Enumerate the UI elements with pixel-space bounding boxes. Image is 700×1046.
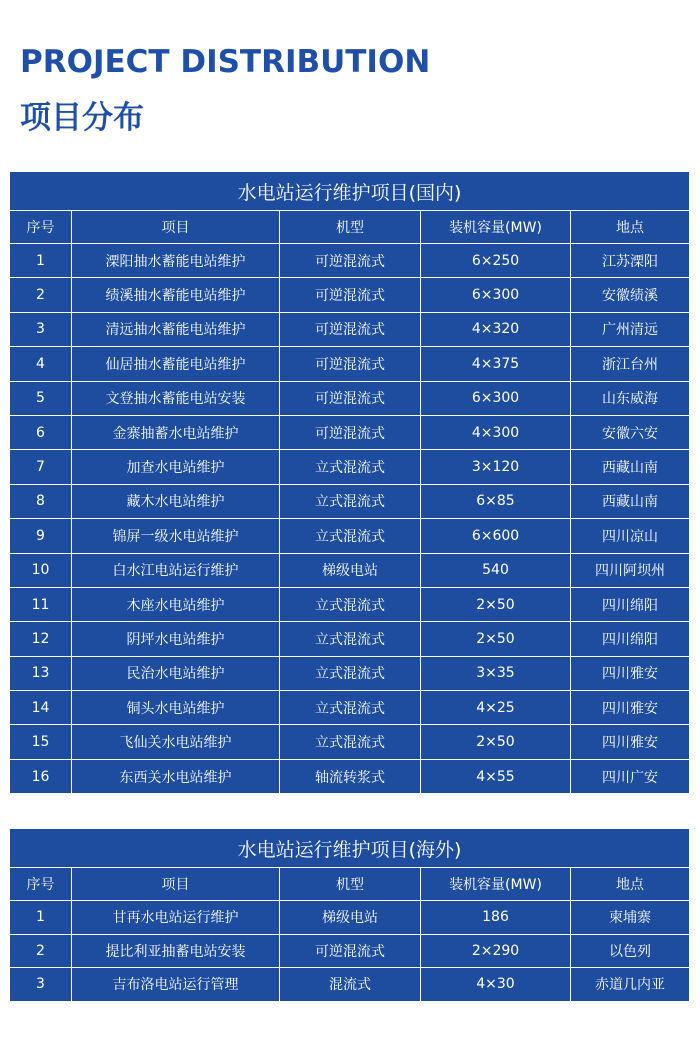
table-row [10, 587, 690, 621]
table-row [10, 759, 690, 793]
cell-project: 木座水电站维护 [72, 587, 280, 621]
cell-index: 7 [10, 450, 72, 484]
page-title-cn: 项目分布 [20, 100, 144, 136]
cell-index: 1 [10, 901, 72, 935]
cell-index: 10 [10, 553, 72, 587]
cell-capacity: 186 [421, 901, 571, 935]
cell-capacity: 4×25 [421, 691, 571, 725]
column-header-location: 地点 [571, 868, 690, 901]
cell-model: 立式混流式 [280, 450, 421, 484]
cell-model: 可逆混流式 [280, 244, 421, 278]
cell-capacity: 6×250 [421, 244, 571, 278]
cell-index: 2 [10, 278, 72, 312]
cell-capacity: 4×30 [421, 968, 571, 1002]
table-row [10, 381, 690, 415]
column-header-model: 机型 [280, 868, 421, 901]
cell-project: 吉布洛电站运行管理 [72, 968, 280, 1002]
cell-model: 立式混流式 [280, 484, 421, 518]
cell-capacity: 4×300 [421, 415, 571, 449]
table-row [10, 519, 690, 553]
cell-capacity: 540 [421, 553, 571, 587]
cell-capacity: 2×50 [421, 587, 571, 621]
cell-location: 以色列 [571, 934, 690, 968]
cell-index: 2 [10, 934, 72, 968]
cell-capacity: 6×600 [421, 519, 571, 553]
cell-location: 四川凉山 [571, 519, 690, 553]
cell-model: 立式混流式 [280, 725, 421, 759]
cell-location: 四川雅安 [571, 691, 690, 725]
cell-index: 16 [10, 759, 72, 793]
cell-location: 安徽绩溪 [571, 278, 690, 312]
cell-model: 可逆混流式 [280, 934, 421, 968]
column-header-capacity: 装机容量(MW) [421, 211, 571, 244]
cell-location: 柬埔寨 [571, 901, 690, 935]
cell-project: 阴坪水电站维护 [72, 622, 280, 656]
column-header-location: 地点 [571, 211, 690, 244]
cell-capacity: 4×55 [421, 759, 571, 793]
cell-project: 加查水电站维护 [72, 450, 280, 484]
cell-project: 清远抽水蓄能电站维护 [72, 312, 280, 346]
cell-location: 四川绵阳 [571, 587, 690, 621]
cell-model: 可逆混流式 [280, 278, 421, 312]
cell-project: 溧阳抽水蓄能电站维护 [72, 244, 280, 278]
cell-index: 8 [10, 484, 72, 518]
cell-project: 飞仙关水电站维护 [72, 725, 280, 759]
cell-model: 混流式 [280, 968, 421, 1002]
cell-capacity: 3×35 [421, 656, 571, 690]
cell-location: 江苏溧阳 [571, 244, 690, 278]
cell-model: 立式混流式 [280, 691, 421, 725]
table-row [10, 725, 690, 759]
table-row [10, 968, 690, 1002]
cell-location: 四川绵阳 [571, 622, 690, 656]
table-row [10, 312, 690, 346]
cell-project: 文登抽水蓄能电站安装 [72, 381, 280, 415]
cell-location: 四川雅安 [571, 725, 690, 759]
cell-model: 可逆混流式 [280, 312, 421, 346]
cell-model: 梯级电站 [280, 553, 421, 587]
table-row [10, 901, 690, 935]
column-header-project: 项目 [72, 868, 280, 901]
cell-capacity: 2×50 [421, 622, 571, 656]
table-row [10, 278, 690, 312]
cell-project: 藏木水电站维护 [72, 484, 280, 518]
table-row [10, 347, 690, 381]
cell-location: 赤道几内亚 [571, 968, 690, 1002]
cell-index: 4 [10, 347, 72, 381]
cell-capacity: 6×300 [421, 278, 571, 312]
cell-capacity: 2×290 [421, 934, 571, 968]
cell-index: 11 [10, 587, 72, 621]
cell-index: 1 [10, 244, 72, 278]
cell-location: 浙江台州 [571, 347, 690, 381]
overseas-table-caption: 水电站运行维护项目(海外) [10, 829, 690, 868]
cell-model: 可逆混流式 [280, 381, 421, 415]
overseas-header-row [10, 868, 690, 901]
cell-model: 轴流转浆式 [280, 759, 421, 793]
table-row [10, 691, 690, 725]
cell-location: 西藏山南 [571, 484, 690, 518]
cell-project: 白水江电站运行维护 [72, 553, 280, 587]
cell-capacity: 2×50 [421, 725, 571, 759]
cell-capacity: 6×85 [421, 484, 571, 518]
cell-capacity: 4×375 [421, 347, 571, 381]
cell-model: 立式混流式 [280, 587, 421, 621]
cell-project: 民治水电站维护 [72, 656, 280, 690]
table-row [10, 934, 690, 968]
domestic-projects-table [9, 171, 690, 794]
cell-index: 9 [10, 519, 72, 553]
cell-location: 四川阿坝州 [571, 553, 690, 587]
cell-model: 立式混流式 [280, 519, 421, 553]
table-row [10, 244, 690, 278]
domestic-header-row [10, 211, 690, 244]
table-row [10, 553, 690, 587]
column-header-capacity: 装机容量(MW) [421, 868, 571, 901]
column-header-project: 项目 [72, 211, 280, 244]
cell-index: 13 [10, 656, 72, 690]
cell-model: 立式混流式 [280, 622, 421, 656]
cell-project: 铜头水电站维护 [72, 691, 280, 725]
cell-project: 金寨抽蓄水电站维护 [72, 415, 280, 449]
cell-capacity: 6×300 [421, 381, 571, 415]
cell-project: 东西关水电站维护 [72, 759, 280, 793]
cell-project: 提比利亚抽蓄电站安装 [72, 934, 280, 968]
cell-location: 山东威海 [571, 381, 690, 415]
cell-location: 西藏山南 [571, 450, 690, 484]
cell-model: 可逆混流式 [280, 415, 421, 449]
overseas-projects-table [9, 828, 690, 1002]
cell-location: 四川雅安 [571, 656, 690, 690]
cell-capacity: 4×320 [421, 312, 571, 346]
cell-model: 立式混流式 [280, 656, 421, 690]
cell-location: 安徽六安 [571, 415, 690, 449]
cell-model: 可逆混流式 [280, 347, 421, 381]
cell-model: 梯级电站 [280, 901, 421, 935]
table-row [10, 450, 690, 484]
domestic-table-caption: 水电站运行维护项目(国内) [10, 172, 690, 211]
column-header-model: 机型 [280, 211, 421, 244]
cell-index: 5 [10, 381, 72, 415]
cell-index: 12 [10, 622, 72, 656]
column-header-index: 序号 [10, 211, 72, 244]
cell-index: 6 [10, 415, 72, 449]
cell-index: 3 [10, 968, 72, 1002]
column-header-index: 序号 [10, 868, 72, 901]
cell-location: 广州清远 [571, 312, 690, 346]
cell-index: 3 [10, 312, 72, 346]
table-row [10, 656, 690, 690]
table-row [10, 622, 690, 656]
cell-location: 四川广安 [571, 759, 690, 793]
cell-project: 仙居抽水蓄能电站维护 [72, 347, 280, 381]
cell-index: 15 [10, 725, 72, 759]
cell-index: 14 [10, 691, 72, 725]
cell-project: 绩溪抽水蓄能电站维护 [72, 278, 280, 312]
cell-capacity: 3×120 [421, 450, 571, 484]
cell-project: 甘再水电站运行维护 [72, 901, 280, 935]
table-row [10, 484, 690, 518]
page-title-en: PROJECT DISTRIBUTION [20, 44, 431, 80]
cell-project: 锦屏一级水电站维护 [72, 519, 280, 553]
table-row [10, 415, 690, 449]
